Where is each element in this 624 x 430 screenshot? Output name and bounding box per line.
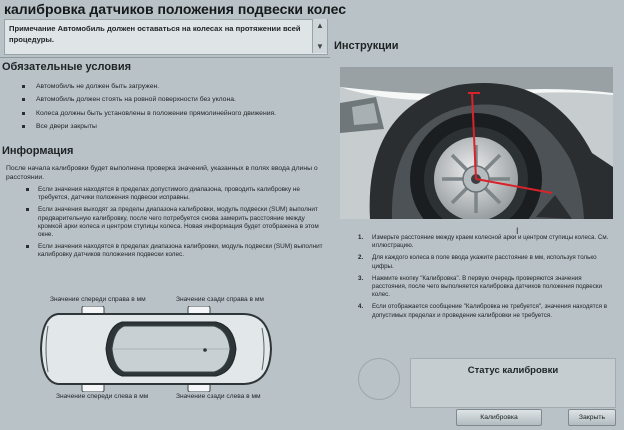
- step-text: Измерьте расстояние между краем колесной арки и центром ступицы колеса. См. иллюстрацию.: [372, 234, 609, 250]
- list-item: [358, 234, 616, 250]
- step-number: 1.: [358, 234, 364, 241]
- list-item: Если значения находятся в пределах допустимого диапазона, проводить калибровку не требуется, датчики положения подвески исправны.: [26, 186, 330, 202]
- wheel-arch-measurement-illustration: [340, 67, 613, 219]
- note-scrollbar[interactable]: [312, 19, 327, 53]
- step-number: 2.: [358, 254, 364, 262]
- car-top-view-icon: [38, 306, 274, 392]
- step-text: Если отображается сообщение "Калибровка не требуется", значения находятся в допустимых пределах и проведение калибровки не требуется.: [372, 303, 607, 319]
- list-item: Колеса должны быть установлены в положение прямолинейного движения.: [22, 109, 276, 122]
- instructions-title: Инструкции: [334, 40, 399, 52]
- label-front-left: Значение спереди слева в мм: [56, 393, 149, 400]
- text-cursor-icon: I: [516, 226, 519, 236]
- list-item: Автомобиль не должен быть загружен.: [22, 82, 276, 95]
- conditions-title: Обязательные условия: [2, 61, 131, 73]
- list-item: [358, 303, 616, 319]
- close-button[interactable]: Закрыть: [568, 409, 616, 426]
- label-rear-left: Значение сзади слева в мм: [176, 393, 261, 400]
- list-item: [358, 275, 616, 300]
- list-item: [358, 254, 616, 270]
- chevron-up-icon[interactable]: ▲: [316, 21, 324, 30]
- calibrate-button[interactable]: Калибровка: [456, 409, 542, 426]
- calibration-status-label: Статус калибровки: [467, 365, 559, 376]
- calibration-status-panel: [410, 358, 616, 408]
- list-item: Все двери закрыты: [22, 122, 276, 135]
- label-front-right: Значение спереди справа в мм: [50, 296, 146, 303]
- list-item: Если значения выходят за пределы диапазона калибровки, модуль подвески (SUM) выполнит предварительную калибровку, после чего потребуется снова замерить расстояние между кромкой арки колеса и центром ступицы колеса. Новая информация будет отображена в этом окне.: [26, 206, 330, 239]
- status-indicator: [358, 358, 400, 400]
- chevron-down-icon[interactable]: ▼: [316, 42, 324, 51]
- information-title: Информация: [2, 145, 74, 157]
- step-number: 4.: [358, 303, 364, 311]
- window-title: калибровка датчиков положения подвески колес: [4, 1, 346, 17]
- step-text: Для каждого колеса в поле ввода укажите расстояние в мм, используя только цифры.: [372, 254, 597, 270]
- step-text: Нажмите кнопку "Калибровка". В первую очередь проверяются значения расстояния, после чего выполняется калибровка датчиков положения подвески колес.: [372, 274, 602, 299]
- list-item: Автомобиль должен стоять на ровной поверхности без уклона.: [22, 95, 276, 108]
- list-item: Если значения находятся в пределах диапазона калибровки, модуль подвески (SUM) выполнит калибровку датчиков положения подвески колес.: [26, 243, 330, 259]
- note-text: Примечание Автомобиль должен оставаться на колесах на протяжении всей процедуры.: [9, 24, 301, 44]
- information-intro: После начала калибровки будет выполнена проверка значений, указанных в полях ввода длины о расстоянии.: [6, 165, 318, 181]
- conditions-list: [22, 82, 276, 135]
- instructions-steps: [358, 234, 616, 324]
- divider: [0, 57, 330, 58]
- step-number: 3.: [358, 274, 364, 282]
- information-list: [26, 186, 330, 264]
- label-rear-right: Значение сзади справа в мм: [176, 296, 264, 303]
